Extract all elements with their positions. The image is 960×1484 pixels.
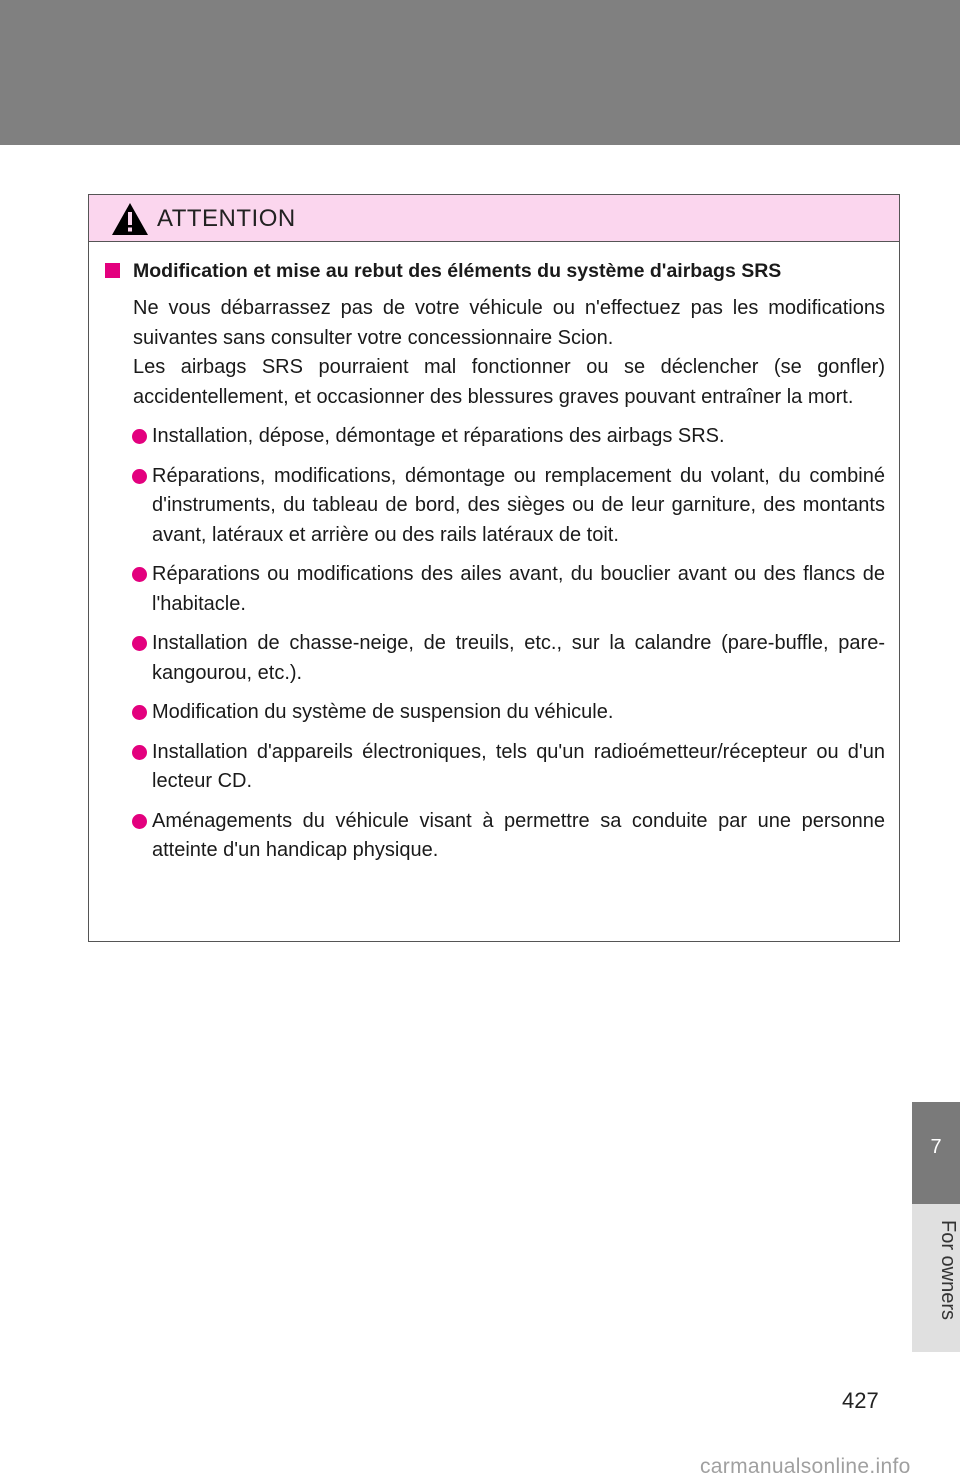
square-bullet-icon <box>105 263 120 278</box>
list-item <box>105 422 887 452</box>
list-item <box>105 807 887 866</box>
circle-bullet-icon <box>132 705 147 720</box>
caution-box <box>88 194 900 942</box>
list-item-text: Installation de chasse-neige, de treuils, etc., sur la calandre (pare-buffle, pare-kangourou, etc.). <box>152 632 885 684</box>
bullet-list <box>105 422 887 866</box>
warning-triangle-icon <box>111 202 149 236</box>
list-item-text: Réparations ou modifications des ailes avant, du bouclier avant ou des flancs de l'habitacle. <box>152 563 885 615</box>
list-item <box>105 738 887 797</box>
list-item <box>105 560 887 619</box>
circle-bullet-icon <box>132 745 147 760</box>
caution-header <box>89 195 899 242</box>
list-item <box>105 462 887 551</box>
circle-bullet-icon <box>132 567 147 582</box>
page-number: 427 <box>842 1388 879 1413</box>
circle-bullet-icon <box>132 469 147 484</box>
circle-bullet-icon <box>132 814 147 829</box>
list-item-text: Réparations, modifications, démontage ou remplacement du volant, du combiné d'instruments, du tableau de bord, des sièges ou de leur garniture, des montants avant, latéraux et arrière ou des rails latéraux de toit. <box>152 464 885 546</box>
watermark: carmanualsonline.info <box>700 1455 911 1478</box>
list-item-text: Installation d'appareils électroniques, tels qu'un radioémetteur/récepteur ou d'un lecteur CD. <box>152 740 885 792</box>
intro-paragraph-1: Ne vous débarrassez pas de votre véhicule ou n'effectuez pas les modifications suivantes sans consulter votre concessionnaire Scion. <box>133 297 885 349</box>
list-item <box>105 629 887 688</box>
section-heading <box>105 258 887 284</box>
list-item-text: Aménagements du véhicule visant à permettre sa conduite par une personne atteinte d'un handicap physique. <box>152 809 885 861</box>
circle-bullet-icon <box>132 636 147 651</box>
circle-bullet-icon <box>132 429 147 444</box>
chapter-label: For owners <box>937 1220 959 1321</box>
section-heading-text: Modification et mise au rebut des éléments du système d'airbags SRS <box>133 260 782 282</box>
chapter-number: 7 <box>930 1136 942 1158</box>
caution-body <box>89 242 899 866</box>
chapter-label-tab[interactable] <box>912 1204 960 1352</box>
chapter-tab[interactable] <box>912 1102 960 1204</box>
list-item-text: Installation, dépose, démontage et réparations des airbags SRS. <box>152 425 725 447</box>
list-item <box>105 698 887 728</box>
list-item-text: Modification du système de suspension du véhicule. <box>152 701 614 723</box>
caution-header-label: ATTENTION <box>157 205 296 232</box>
intro-paragraph-2: Les airbags SRS pourraient mal fonctionner ou se déclencher (se gonfler) accidentellement, et occasionner des blessures graves pouvant entraîner la mort. <box>133 356 885 408</box>
top-gray-band <box>0 0 960 145</box>
